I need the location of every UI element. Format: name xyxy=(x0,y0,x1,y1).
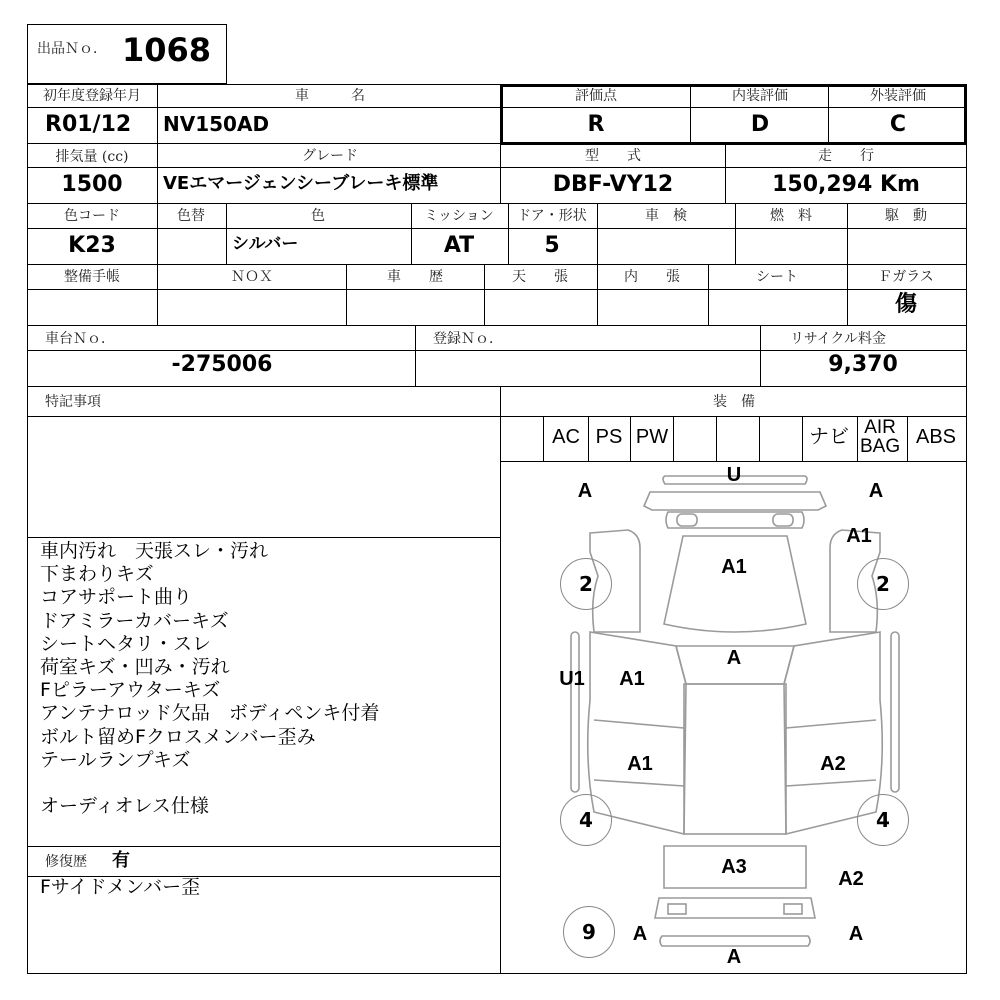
seat-label: シート xyxy=(756,269,798,285)
year-label: 初年度登録年月 xyxy=(43,88,141,104)
color-name: シルバー xyxy=(232,234,299,254)
color-label: 色 xyxy=(311,208,325,224)
equip-ac: AC xyxy=(552,426,580,448)
mission-label: ミッション xyxy=(424,208,494,224)
mark-rear-right: A2 xyxy=(838,868,864,890)
note-line: ドアミラーカバーキズ xyxy=(40,609,229,632)
note-line: 荷室キズ・凹み・汚れ xyxy=(40,656,230,679)
recycle-fee: 9,370 xyxy=(828,352,898,377)
equipment-label: 装 備 xyxy=(713,394,755,410)
repair-detail: Fサイドメンバー歪 xyxy=(40,876,201,898)
mark-hood: A1 xyxy=(721,556,747,578)
mark-rear-left: A xyxy=(632,923,648,945)
tire-front-right: 2 xyxy=(857,558,909,610)
repair-value: 有 xyxy=(112,850,130,871)
note-line: コアサポート曲り xyxy=(40,586,193,609)
reg-label: 登録Ｎｏ． xyxy=(433,331,503,347)
mileage: 150,294 Km xyxy=(772,172,920,197)
first-registration: R01/12 xyxy=(45,112,132,137)
glass-label: Ｆガラス xyxy=(878,269,934,285)
grade-label: グレード xyxy=(302,148,358,164)
notes-list xyxy=(40,540,379,818)
tire-spare: 9 xyxy=(563,906,615,958)
mark-front-left: A xyxy=(577,480,593,502)
car-diagram xyxy=(500,462,967,974)
history-label: 車 歴 xyxy=(387,269,443,285)
interior-value: D xyxy=(750,112,770,137)
equip-ps: PS xyxy=(595,426,623,448)
lot-number: 1068 xyxy=(122,31,212,69)
roof-label: 天 張 xyxy=(512,269,568,285)
glass-value: 傷 xyxy=(894,292,918,317)
score-label: 評価点 xyxy=(575,88,617,104)
note-line: 下まわりキズ xyxy=(40,563,154,586)
note-line: オーディオレス仕様 xyxy=(40,795,209,818)
model-code: DBF-VY12 xyxy=(552,172,674,197)
equip-airbag: AIR BAG xyxy=(860,417,901,457)
tire-rear-left: 4 xyxy=(560,794,612,846)
notes-label: 特記事項 xyxy=(45,394,101,410)
model-label: 型 式 xyxy=(585,148,641,164)
note-line: アンテナロッド欠品 ボディペンキ付着 xyxy=(40,702,380,725)
mark-rear-glass: A3 xyxy=(721,856,747,878)
mileage-label: 走 行 xyxy=(818,148,874,164)
mark-front-right: A xyxy=(868,480,884,502)
chassis-label: 車台Ｎｏ． xyxy=(45,331,115,347)
note-line: ボルト留めFクロスメンバー歪み xyxy=(40,725,316,748)
note-line: シートヘタリ・スレ xyxy=(40,632,212,655)
tire-front-left: 2 xyxy=(560,558,612,610)
door-count: 5 xyxy=(544,233,560,258)
grade: VEエマージェンシーブレーキ標準 xyxy=(163,173,439,194)
repair-label: 修復歴 xyxy=(45,854,87,870)
inspection-label: 車 検 xyxy=(645,208,687,224)
note-line: Fピラーアウターキズ xyxy=(40,679,221,702)
note-line: テールランプキズ xyxy=(40,748,191,771)
color-code-label: 色コード xyxy=(64,208,120,224)
displacement-label: 排気量 (cc) xyxy=(55,149,129,165)
tire-rear-right: 4 xyxy=(857,794,909,846)
mark-right-rear: A2 xyxy=(820,753,846,775)
car-name-label: 車 名 xyxy=(295,88,365,104)
door-label: ドア・形状 xyxy=(517,208,587,224)
mark-front-top: U xyxy=(726,464,742,486)
note-line: 車内汚れ 天張スレ・汚れ xyxy=(40,540,269,562)
mission: AT xyxy=(443,233,475,258)
displacement: 1500 xyxy=(61,172,123,197)
equip-abs: ABS xyxy=(915,426,957,448)
mark-left-door: A1 xyxy=(619,668,645,690)
note-line xyxy=(40,772,379,795)
mark-roof-front: A xyxy=(726,647,742,669)
chassis-number: -275006 xyxy=(171,352,273,377)
color-code: K23 xyxy=(68,233,116,258)
exterior-value: C xyxy=(889,112,907,137)
drive-label: 駆 動 xyxy=(885,208,927,224)
score-value: R xyxy=(587,112,605,137)
exterior-label: 外装評価 xyxy=(870,88,926,104)
fuel-label: 燃 料 xyxy=(770,208,812,224)
interior-label: 内装評価 xyxy=(732,88,788,104)
mark-pillar-right: A1 xyxy=(846,525,872,547)
lot-label: 出品Ｎｏ． xyxy=(37,41,107,57)
mark-left-rear: A1 xyxy=(627,753,653,775)
recycle-label: リサイクル料金 xyxy=(789,331,887,347)
equip-pw: PW xyxy=(635,426,669,448)
mark-left-side: U1 xyxy=(559,668,585,690)
equip-navi: ナビ xyxy=(809,426,849,448)
repaint-label: 色替 xyxy=(177,208,205,224)
mark-rear-bottom: A xyxy=(726,946,742,968)
mark-rear-right-corner: A xyxy=(848,923,864,945)
record-label: 整備手帳 xyxy=(64,269,120,285)
car-name: NV150AD xyxy=(163,112,270,136)
nox-label: ＮＯＸ xyxy=(231,269,273,285)
lining-label: 内 張 xyxy=(624,269,680,285)
